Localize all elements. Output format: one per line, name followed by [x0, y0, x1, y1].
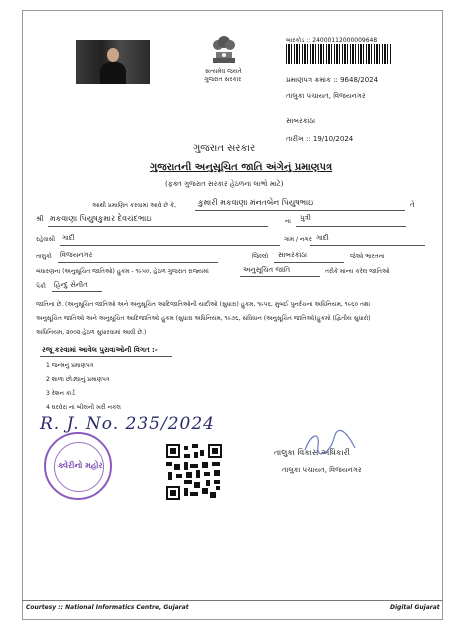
certify-suffix: તે: [410, 201, 415, 209]
taluka-label: તાલુકો: [36, 253, 52, 260]
resident-value: ગાદી: [62, 234, 75, 242]
shri-label: શ્રી: [36, 215, 44, 223]
signatory-title: તાલુકા વિકાસ અધિકારી: [274, 448, 350, 457]
signatory-office: તાલુકા પંચાયત, વિજયનગર: [282, 466, 362, 474]
relation-value: પુત્રી: [300, 214, 311, 222]
community-value: હિન્દુ સેનીત: [54, 281, 88, 289]
village-value: ગાદી: [316, 234, 329, 242]
state-emblem-icon: [207, 28, 241, 66]
certify-prefix: આથી પ્રમાણિત કરવામાં આવે છે કે,: [92, 202, 177, 209]
caste-category: અનુસૂચિત જાતિ: [243, 266, 291, 274]
legal-paragraph-2: અનુસૂચિત જાતિઓ અને અનુસૂચિત આદિજાતિઓ હુકમ (સુધારા અધિનિયમ, ૧૯૭૬, સંવિધાન (અનુસૂચિત જાતિઓ)હુકમો (દ્વિતીય સુધારો): [36, 315, 371, 322]
applicant-name: કુમારી મકવાણા મંનતબેન પિયુષભાઇ: [198, 198, 314, 207]
relation-label: ના: [285, 218, 291, 225]
document-item: 3 રેશન કાર્ડ: [46, 390, 75, 397]
legal-paragraph-1: જાતિના છે. (અનુસૂચિત જાતિઓ અને અનુસૂચિત આદિજાતિઓની યાદીઓ (સુધારા) હુકમ, ૧૯૫૬, મુંબઈ પુનર્રચના અધિનિયમ, ૧૯૬૦ તથા: [36, 301, 371, 308]
handwritten-register-number: R. J. No. 235/2024: [40, 414, 215, 434]
schedule-prefix: બંધારણના (અનુસૂચિત જાતિઓ) હુકમ - ૧૯૫૦, હેઠળ ગુજરાત રાજ્યમાં: [36, 268, 209, 275]
resident-label: રહેવાસી: [36, 236, 56, 243]
signature-mark: [300, 428, 360, 458]
legal-paragraph-3: અધિનિયમ, ૨૦૦૨ હેઠળ સુધારવામાં આવી છે.): [36, 329, 147, 336]
documents-heading: રજૂ કરવામાં આવેલ પુરાવાઓની વિગત :-: [42, 346, 158, 354]
official-stamp: [44, 432, 112, 500]
qr-code: [166, 444, 222, 500]
barcode: [286, 44, 392, 64]
document-item: 2 શાળા છોડ્યાનું પ્રમાણપત્ર: [46, 376, 110, 383]
barcode-label: બારકોડ :: 24000112000009648: [286, 37, 378, 44]
community-prefix: પૈકી: [36, 283, 46, 290]
district-label: જિલ્લો: [252, 253, 269, 260]
footer-brand: Digital Gujarat: [390, 604, 440, 611]
emblem-caption-2: ગુજરાત સરકાર: [204, 76, 242, 83]
document-item: 1 જન્મનું પ્રમાણપત્ર: [46, 362, 94, 369]
district-value: સાબરકાંઠા: [278, 251, 308, 259]
village-label: ગામ / નગર: [284, 236, 312, 243]
certificate-number: પ્રમાણપત્ર ક્રમાંક :: 9648/2024: [286, 76, 379, 84]
state-suffix: જેઓ ભારતના: [350, 253, 385, 260]
certificate-subtitle: (ફક્ત ગુજરાત સરકાર હેઠળના લાભો માટે): [165, 180, 284, 188]
stamp-text: ક્વેરીનો મહોર: [58, 461, 103, 470]
parent-name: મકવાણા પિયુષકુમાર દેવચંદભાઇ: [50, 214, 152, 223]
issuing-office: તાલુકા પંચાયત, વિજયનગર: [286, 92, 366, 100]
government-title: ગુજરાત સરકાર: [193, 143, 256, 154]
applicant-photo: [76, 40, 150, 84]
emblem-caption-1: સત્યમેવ જયતે: [205, 68, 242, 75]
issue-date: તારીખ :: 19/10/2024: [286, 135, 354, 143]
header-district: સાબરકાંઠા: [286, 117, 316, 125]
taluka-value: વિજયનગર: [60, 251, 93, 259]
schedule-suffix: તરીકે માન્ય કરેલ જાતિઓ: [325, 268, 390, 275]
certificate-title: ગુજરાતની અનુસૂચિત જાતિ અંગેનું પ્રમાણપત્ર: [150, 162, 333, 173]
footer-courtesy: Courtesy :: National Informatics Centre, Gujarat: [26, 604, 189, 611]
document-item: 4 ઘરવેરા નાં બીલની ખરી નકલ: [46, 404, 121, 411]
